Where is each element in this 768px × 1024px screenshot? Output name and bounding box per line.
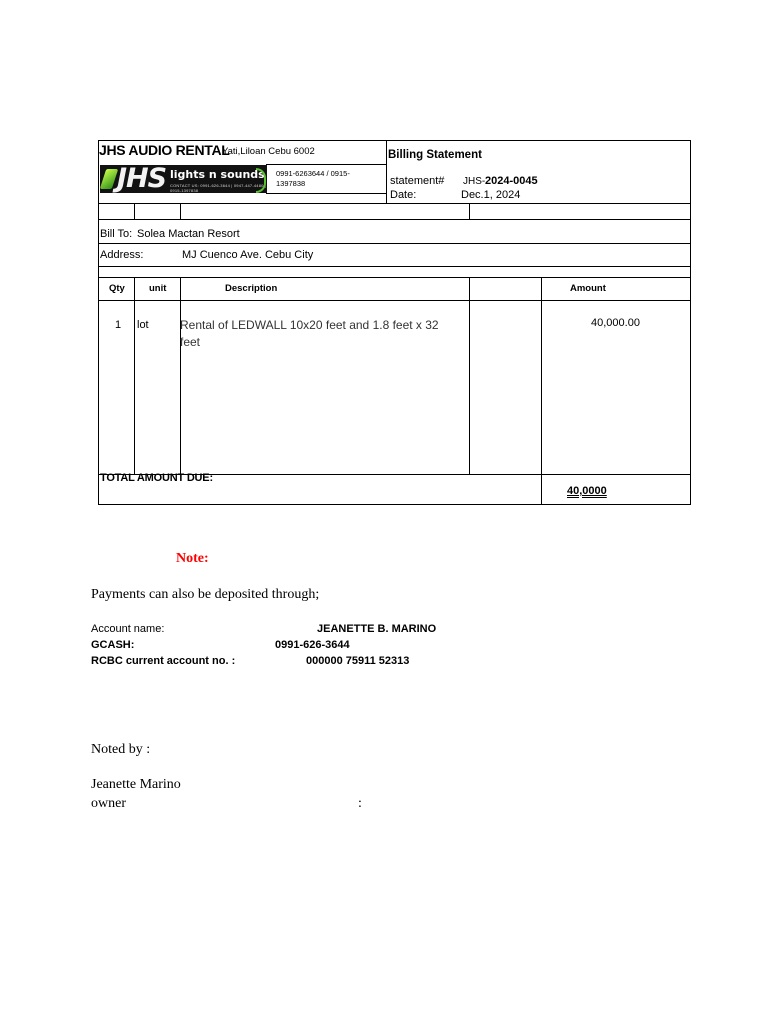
bill-to-label: Bill To:: [100, 228, 133, 240]
statement-prefix: JHS-: [463, 176, 486, 187]
bill-to-name: Solea Mactan Resort: [137, 228, 240, 240]
logo-green-swoosh-icon: [100, 169, 118, 189]
row-description-line2: feet: [180, 335, 201, 349]
statement-number: 2024-0045: [485, 175, 538, 187]
row-unit: lot: [137, 319, 149, 331]
row-amount: 40,000.00: [591, 317, 640, 329]
account-name-label: Account name:: [91, 623, 165, 635]
column-header-unit: unit: [149, 283, 167, 294]
company-name: JHS AUDIO RENTAL: [99, 142, 230, 158]
gcash-value: 0991-626-3644: [275, 639, 350, 651]
statement-label: statement#: [390, 175, 445, 187]
row-qty: 1: [115, 319, 122, 331]
phone-numbers-line1: 0991-6263644 / 0915-: [276, 169, 350, 178]
company-address: Yati,Liloan Cebu 6002: [222, 146, 315, 157]
logo-tagline: lights n sounds: [170, 168, 265, 181]
rcbc-value: 000000 75911 52313: [306, 655, 410, 667]
logo-contact-line: CONTACT US: 0991-626-3644 | 0947-447-4480 | 0915-1397838: [170, 183, 267, 193]
phone-numbers-line2: 1397838: [276, 179, 306, 188]
date-label: Date:: [390, 189, 417, 201]
note-title: Note:: [176, 551, 209, 566]
doc-title: Billing Statement: [388, 149, 482, 161]
signatory-role: owner: [91, 796, 126, 811]
logo-brand: JHS: [117, 165, 167, 193]
address-label: Address:: [100, 249, 144, 261]
gcash-label: GCASH:: [91, 639, 135, 651]
company-logo: [100, 165, 267, 193]
rcbc-label: RCBC current account no. :: [91, 655, 236, 667]
signatory-name: Jeanette Marino: [91, 777, 181, 792]
address-value: MJ Cuenco Ave. Cebu City: [182, 249, 314, 261]
column-header-description: Description: [225, 283, 278, 294]
signoff-colon: :: [358, 796, 362, 811]
column-header-qty: Qty: [109, 283, 125, 294]
payment-intro: Payments can also be deposited through;: [91, 587, 320, 602]
row-description-line1: Rental of LEDWALL 10x20 feet and 1.8 feet x 32: [180, 318, 439, 332]
noted-by-label: Noted by :: [91, 742, 151, 757]
total-label: TOTAL AMOUNT DUE:: [100, 472, 213, 484]
total-value: 40,0000: [567, 485, 607, 497]
account-name-value: JEANETTE B. MARINO: [317, 623, 437, 635]
date-value: Dec.1, 2024: [461, 189, 521, 201]
column-header-amount: Amount: [570, 283, 606, 294]
